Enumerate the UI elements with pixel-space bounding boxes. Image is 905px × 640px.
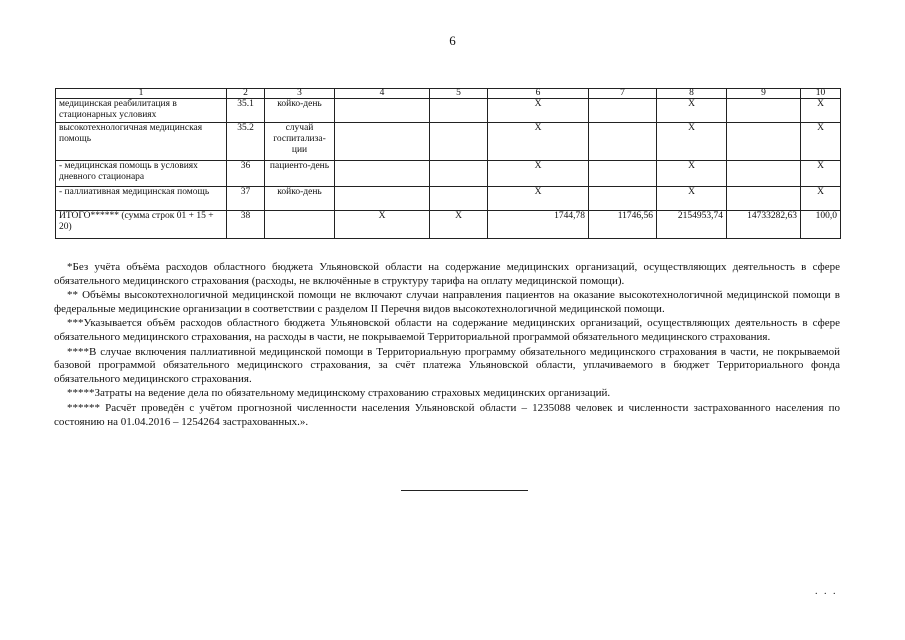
cell: X: [488, 99, 589, 123]
footnote: ***Указывается объём расходов областного бюджета Ульяновской области на содержание медицинских организаций, осуществляющих деятельность в сфере обязательного медицинского страхования, на расходы в части, не покрываемой Территориальной программой обязательного медицинского страхования.: [54, 317, 840, 343]
cell: 1744,78: [488, 211, 589, 239]
column-header: 10: [801, 89, 841, 99]
footnote: *****Затраты на ведение дела по обязательному медицинскому страхованию страховых медицинских организаций.: [67, 387, 611, 400]
footnote: *Без учёта объёма расходов областного бюджета Ульяновской области на содержание медицинских организаций, осуществляющих деятельность в сфере обязательного медицинского страхования (расходы, не включённые в структуру тарифа на оплату медицинской помощи).: [54, 261, 840, 287]
cell: [430, 161, 488, 187]
cell: X: [801, 99, 841, 123]
cell: X: [488, 187, 589, 211]
row-name: ИТОГО****** (сумма строк 01 + 15 + 20): [56, 211, 227, 239]
row-code: 38: [227, 211, 265, 239]
row-code: 35.1: [227, 99, 265, 123]
row-unit: койко-день: [265, 99, 335, 123]
row-unit: койко-день: [265, 187, 335, 211]
cell: [335, 161, 430, 187]
corner-mark: . . .: [815, 586, 838, 597]
cell: X: [488, 123, 589, 161]
row-code: 35.2: [227, 123, 265, 161]
cell: X: [430, 211, 488, 239]
table-row: [56, 123, 841, 161]
cell: 14733282,63: [727, 211, 801, 239]
cell: [727, 187, 801, 211]
cell: [430, 123, 488, 161]
column-header: 6: [488, 89, 589, 99]
cell: X: [801, 123, 841, 161]
separator-line: [401, 490, 528, 491]
row-code: 37: [227, 187, 265, 211]
cell: X: [801, 187, 841, 211]
footnotes: [54, 261, 840, 430]
cell: [727, 123, 801, 161]
row-unit: [265, 211, 335, 239]
row-name: высокотехнологичная медицинская помощь: [56, 123, 227, 161]
cell: [727, 99, 801, 123]
cell: [430, 99, 488, 123]
cell: X: [335, 211, 430, 239]
cell: [335, 123, 430, 161]
cell: X: [657, 123, 727, 161]
cell: [727, 161, 801, 187]
row-name: - медицинская помощь в условиях дневного стационара: [56, 161, 227, 187]
cell: [335, 99, 430, 123]
column-header: 3: [265, 89, 335, 99]
cell: 100,0: [801, 211, 841, 239]
cell: [430, 187, 488, 211]
table-header-row: [56, 89, 841, 99]
row-code: 36: [227, 161, 265, 187]
column-header: 5: [430, 89, 488, 99]
footnote: ** Объёмы высокотехнологичной медицинской помощи не включают случаи направления пациентов на оказание высокотехнологичной медицинской помощи в федеральные медицинские организации в соответствии с разделом II Перечня видов высокотехнологичной медицинской помощи.: [54, 289, 840, 315]
column-header: 1: [56, 89, 227, 99]
cell: X: [488, 161, 589, 187]
table-row-total: [56, 211, 841, 239]
cell: [335, 187, 430, 211]
cell: [589, 99, 657, 123]
volume-table: [55, 88, 841, 239]
column-header: 9: [727, 89, 801, 99]
column-header: 2: [227, 89, 265, 99]
column-header: 8: [657, 89, 727, 99]
cell: 2154953,74: [657, 211, 727, 239]
cell: X: [801, 161, 841, 187]
footnote: ****** Расчёт проведён с учётом прогнозной численности населения Ульяновской области – 1235088 человек и численности застрахованного населения по состоянию на 01.04.2016 – 1254264 застрахованных.».: [54, 401, 840, 428]
row-unit: случай госпитализа-ции: [265, 123, 335, 161]
row-name: - паллиативная медицинская помощь: [56, 187, 227, 211]
cell: [589, 123, 657, 161]
column-header: 4: [335, 89, 430, 99]
footnote: ****В случае включения паллиативной медицинской помощи в Территориальную программу обязательного медицинского страхования в части, не покрываемой базовой программой обязательного медицинского страхования, за счёт платежа Ульяновской области, уплачиваемого в бюджет Территориального фонда обязательного медицинского страхования.: [54, 345, 840, 385]
page-number: 6: [449, 33, 456, 48]
table-row: [56, 187, 841, 211]
cell: [589, 161, 657, 187]
table-row: [56, 161, 841, 187]
row-name: медицинская реабилитация в стационарных условиях: [56, 99, 227, 123]
cell: X: [657, 161, 727, 187]
column-header: 7: [589, 89, 657, 99]
cell: X: [657, 187, 727, 211]
row-unit: пациенто-день: [265, 161, 335, 187]
table-row: [56, 99, 841, 123]
cell: 11746,56: [589, 211, 657, 239]
cell: X: [657, 99, 727, 123]
cell: [589, 187, 657, 211]
